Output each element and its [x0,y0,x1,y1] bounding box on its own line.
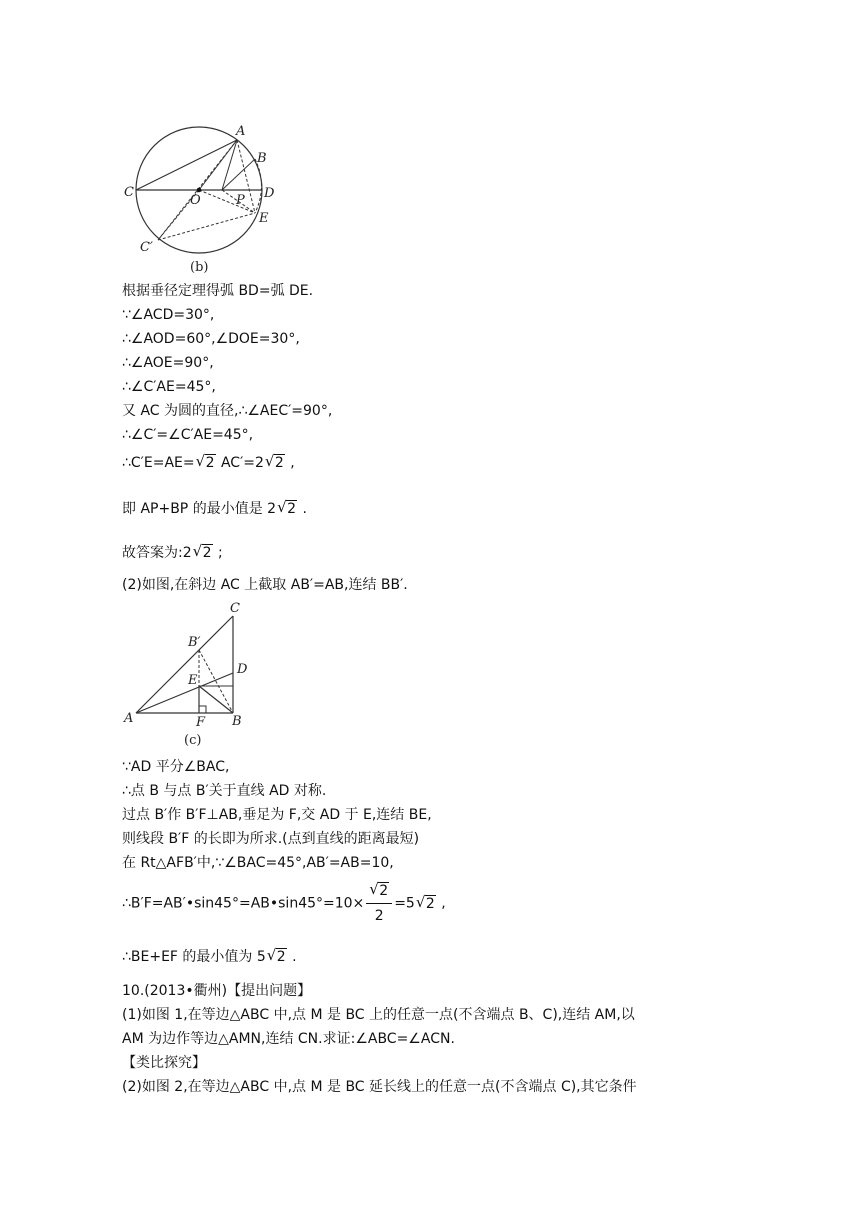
text-line: ∵AD 平分∠BAC, [122,759,230,775]
label-b: B [257,151,267,166]
text-line: (1)如图 1,在等边△ABC 中,点 M 是 BC 上的任意一点(不含端点 B、C),连结 AM,以 [122,1007,635,1023]
sqrt-2: √ 2 [193,544,213,562]
figure-c-caption: (c) [184,733,202,748]
sqrt-2: √ 2 [267,948,287,966]
label-a: A [124,711,134,726]
text-line: ∴∠AOE=90°, [122,355,214,371]
text-line-ce: ∴C′E=AE=√ 2 AC′=2√ 2 , [122,454,295,472]
label-d: D [264,186,275,201]
figure-c [118,598,278,750]
text-line: 在 Rt△AFB′中,∵∠BAC=45°,AB′=AB=10, [122,855,394,871]
text-line: ∴点 B 与点 B′关于直线 AD 对称. [122,783,327,799]
text-line: ∴∠C′=∠C′AE=45°, [122,427,254,443]
text-line: (2)如图,在斜边 AC 上截取 AB′=AB,连结 BB′. [122,577,408,593]
label-b: B [232,714,242,729]
text-line: ∴∠AOD=60°,∠DOE=30°, [122,331,300,347]
text-line-min: 即 AP+BP 的最小值是 2√ 2 . [122,500,307,518]
text-line: 则线段 B′F 的长即为所求.(点到直线的距离最短) [122,831,420,847]
label-o: O [190,193,201,208]
label-b-prime: B′ [188,635,201,650]
sqrt-2: √ 2 [196,454,216,472]
text-line-bf: ∴B′F=AB′•sin45°=AB•sin45°=10× √ $\frac{2}{2}$ =5√ 2 , [122,880,446,927]
problem-10-heading: 10.(2013•衢州)【提出问题】 [122,983,312,999]
label-e: E [188,673,198,688]
text-line: ∵∠ACD=30°, [122,307,215,323]
fraction: √ $\frac{2}{2}$ [366,880,392,927]
sqrt-2: √ 2 [265,454,285,472]
figure-c-diagram [118,598,278,750]
sqrt-2: √ 2 [369,880,389,902]
text-line: 根据垂径定理得弧 BD=弧 DE. [122,283,314,299]
label-f: F [196,715,206,730]
figure-b-caption: (b) [190,260,209,275]
label-p: P [236,193,245,208]
text-line: ∴∠C′AE=45°, [122,379,216,395]
text-line: 又 AC 为圆的直径,∴∠AEC′=90°, [122,403,333,419]
text-line: (2)如图 2,在等边△ABC 中,点 M 是 BC 延长线上的任意一点(不含端点 C),其它条件 [122,1079,637,1095]
label-e: E [259,211,269,226]
text-line: AM 为边作等边△AMN,连结 CN.求证:∠ABC=∠ACN. [122,1031,455,1047]
label-c: C [230,601,240,616]
sqrt-2: √ 2 [416,893,436,915]
label-d: D [237,662,248,677]
label-c-prime: C′ [140,240,153,255]
text-line-answer: 故答案为:2√ 2 ; [122,544,223,562]
text-line-result: ∴BE+EF 的最小值为 5√ 2 . [122,948,297,966]
section-heading: 【类比探究】 [122,1055,206,1071]
label-c: C [124,185,134,200]
text-line: 过点 B′作 B′F⊥AB,垂足为 F,交 AD 于 E,连结 BE, [122,807,432,823]
figure-b-diagram [118,118,288,278]
sqrt-2: √ 2 [277,500,297,518]
label-a: A [236,124,246,139]
figure-b [118,118,288,278]
